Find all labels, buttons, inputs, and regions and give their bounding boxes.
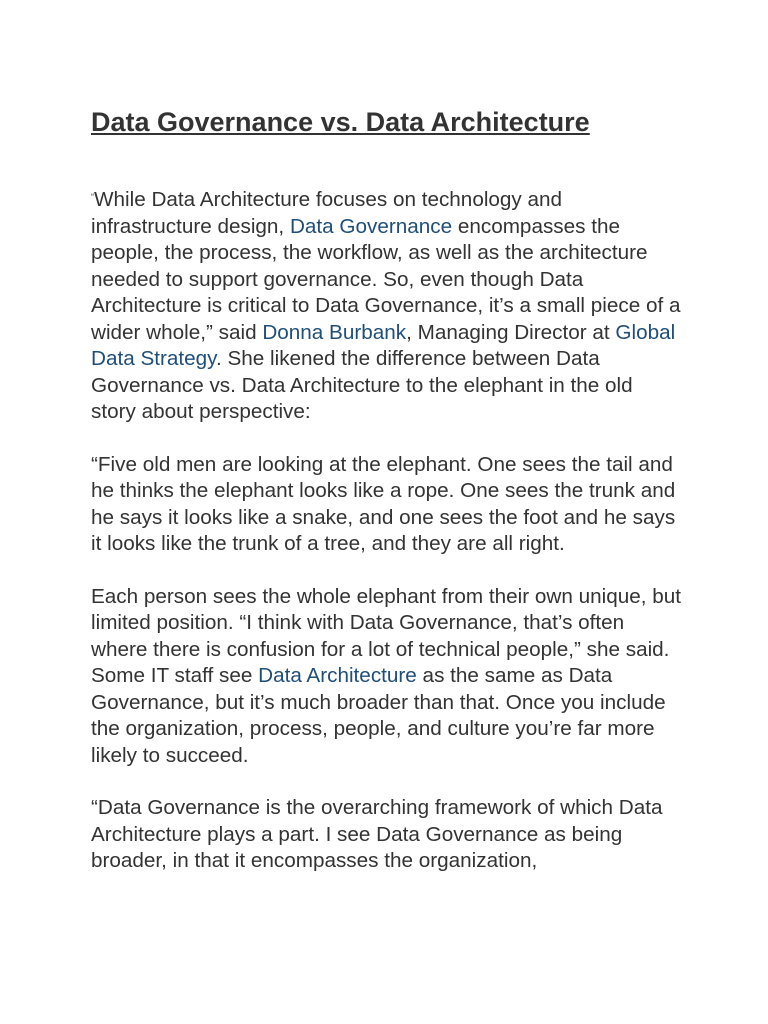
global-data-strategy-link[interactable]: Global Data Strategy xyxy=(91,320,676,370)
paragraph-elephant-quote: “Five old men are looking at the elephant. One sees the tail and he thinks the elephant looks like a rope. One sees the trunk and he says it looks like a snake, and one sees the foot and he says it looks like the trunk of a tree, and they are all right. xyxy=(91,452,676,555)
paragraph-text: While Data Architecture focuses on technology and infrastructure design, xyxy=(91,188,563,238)
paragraph-framework-quote: “Data Governance is the overarching framework of which Data Architecture plays a part. I see Data Governance as being broader, in that it encompasses the organization, xyxy=(91,796,663,872)
paragraph-text: Each person sees the whole elephant from their own unique, but limited position. “I think with Data Governance, that’s often where there is confusion for a lot of technical people,” she said. Some IT staff see xyxy=(91,584,681,687)
open-quote-mark: “ xyxy=(91,192,94,202)
paragraph-text: , Managing Director at xyxy=(406,320,616,344)
page-title: Data Governance vs. Data Architecture xyxy=(91,107,590,137)
paragraph-intro xyxy=(91,184,681,426)
paragraph-text: . She likened the difference between Data Governance vs. Data Architecture to the elephant in the old story about perspective: xyxy=(91,347,633,423)
paragraph-text: as the same as Data Governance, but it’s much broader than that. Once you include the organization, process, people, and culture you’re far more likely to succeed. xyxy=(91,664,666,767)
paragraph-perspective xyxy=(91,584,681,770)
data-architecture-link[interactable]: Data Architecture xyxy=(258,664,417,687)
data-governance-link[interactable]: Data Governance xyxy=(289,214,453,238)
donna-burbank-link[interactable]: Donna Burbank xyxy=(262,320,407,344)
paragraph-text: encompasses the people, the process, the workflow, as well as the architecture needed to support governance. So, even though Data Architecture is critical to Data Governance, it’s a small piece of a wider whole,” said xyxy=(91,214,681,344)
document-page xyxy=(91,104,681,901)
